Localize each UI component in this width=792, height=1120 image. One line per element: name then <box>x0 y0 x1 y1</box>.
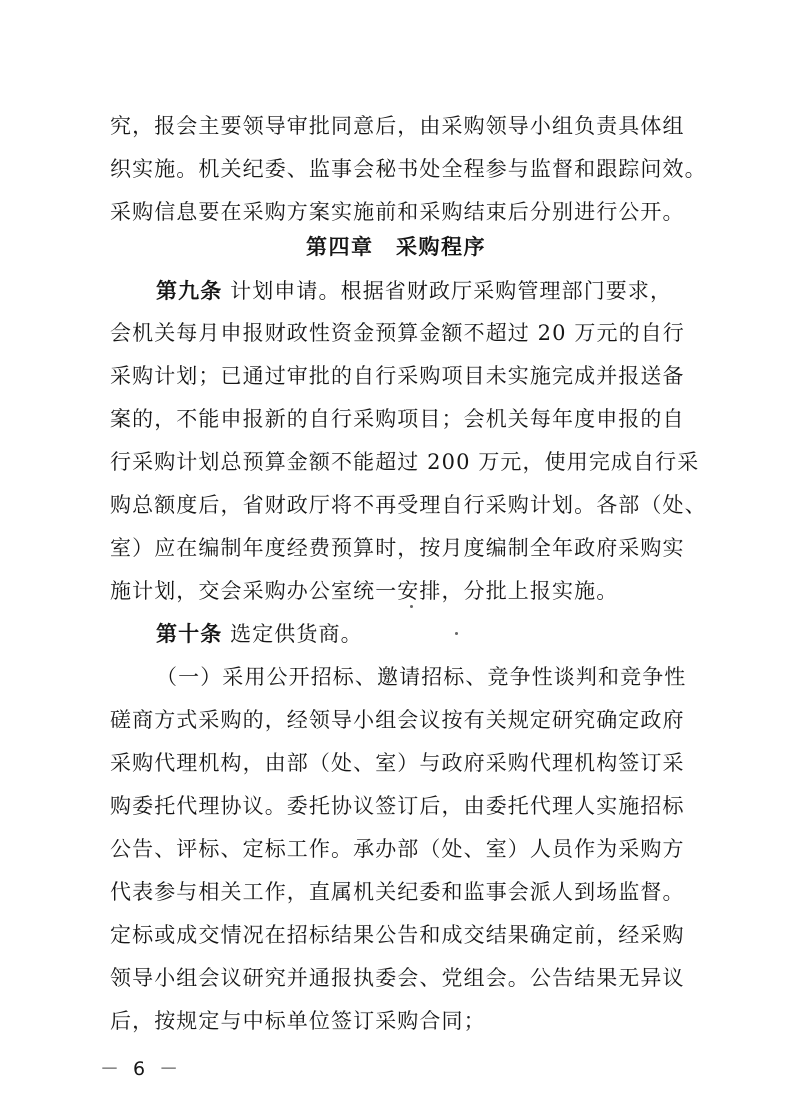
page-number: － 6 － <box>100 1058 183 1080</box>
paragraph-line: 室）应在编制年度经费预算时，按月度编制全年政府采购实 <box>110 536 685 560</box>
article-10-label: 第十条 <box>156 621 223 646</box>
article-10-first-line <box>156 619 685 649</box>
paragraph-line: 织实施。机关纪委、监事会秘书处全程参与监督和跟踪问效。 <box>110 157 707 181</box>
paragraph-line: 采购计划；已通过审批的自行采购项目未实施完成并报送备 <box>110 364 685 388</box>
article-9-label: 第九条 <box>156 278 223 303</box>
article-9-text: 计划申请。根据省财政厅采购管理部门要求， <box>230 279 673 303</box>
article-10-text: 选定供货商。 <box>230 622 363 646</box>
scan-speck <box>455 632 458 635</box>
paragraph-line: 领导小组会议研究并通报执委会、党组会。公告结果无异议 <box>110 966 685 990</box>
paragraph-line: 定标或成交情况在招标结果公告和成交结果确定前，经采购 <box>110 923 685 947</box>
paragraph-line: 代表参与相关工作，直属机关纪委和监事会派人到场监督。 <box>110 880 685 904</box>
paragraph-line: 磋商方式采购的，经领导小组会议按有关规定研究确定政府 <box>110 708 685 732</box>
paragraph-line: 采购信息要在采购方案实施前和采购结束后分别进行公开。 <box>110 200 685 224</box>
paragraph-line: 购总额度后，省财政厅将不再受理自行采购计划。各部（处、 <box>110 493 707 517</box>
paragraph-line: 公告、评标、定标工作。承办部（处、室）人员作为采购方 <box>110 837 685 861</box>
paragraph-line: 案的，不能申报新的自行采购项目；会机关每年度申报的自 <box>110 407 685 431</box>
chapter-heading: 第四章 采购程序 <box>306 235 486 259</box>
scan-speck <box>410 605 413 608</box>
paragraph-line: 购委托代理协议。委托协议签订后，由委托代理人实施招标 <box>110 794 685 818</box>
paragraph-line: 后，按规定与中标单位签订采购合同； <box>110 1009 486 1033</box>
paragraph-line: 行采购计划总预算金额不能超过 200 万元，使用完成自行采 <box>110 450 700 474</box>
paragraph-line: 施计划，交会采购办公室统一安排，分批上报实施。 <box>110 579 619 603</box>
paragraph-line: 究，报会主要领导审批同意后，由采购领导小组负责具体组 <box>110 114 685 138</box>
paragraph-line: 采购代理机构，由部（处、室）与政府采购代理机构签订采 <box>110 751 685 775</box>
clause-1-first-line: （一）采用公开招标、邀请招标、竞争性谈判和竞争性 <box>156 665 687 689</box>
article-9-first-line <box>156 276 685 306</box>
paragraph-line: 会机关每月申报财政性资金预算金额不超过 20 万元的自行 <box>110 321 685 345</box>
